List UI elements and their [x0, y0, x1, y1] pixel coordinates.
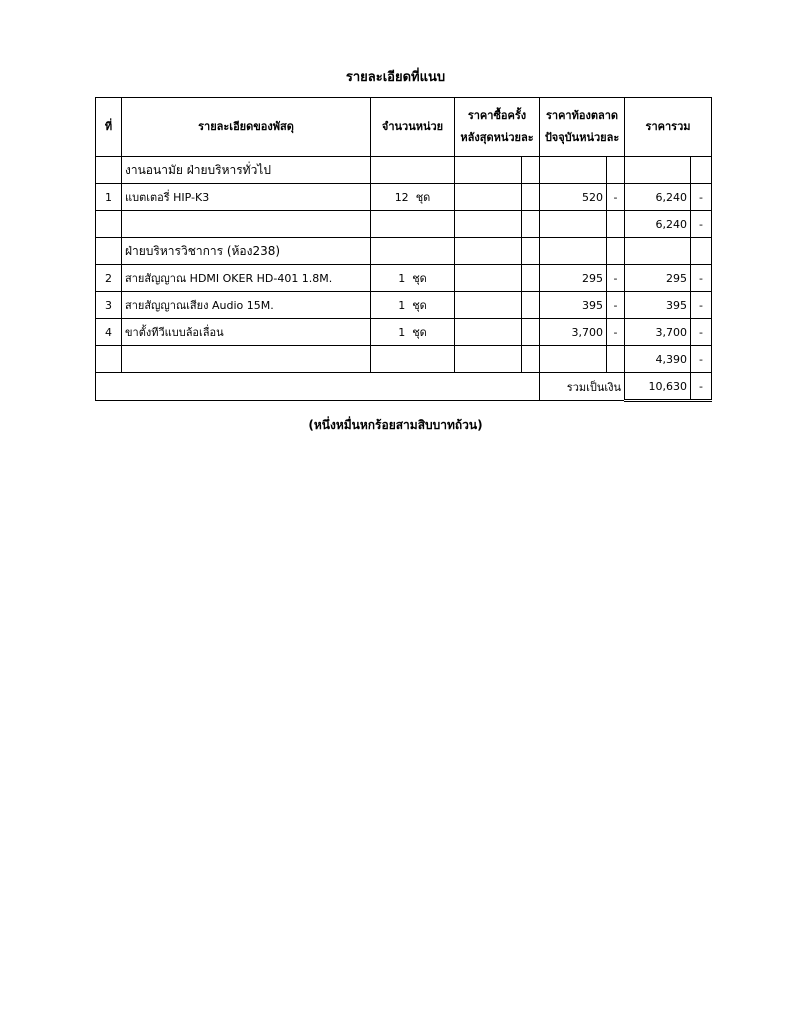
subtotal-value: 6,240 — [625, 211, 691, 238]
item-quantity: 1 ชุด — [371, 265, 455, 292]
item-total-satang: - — [691, 292, 712, 319]
item-description: สายสัญญาณเสียง Audio 15M. — [122, 292, 371, 319]
item-price-satang: - — [607, 265, 625, 292]
item-total-satang: - — [691, 184, 712, 211]
item-no: 4 — [96, 319, 122, 346]
table-row — [96, 184, 712, 211]
item-total: 6,240 — [625, 184, 691, 211]
item-price-satang: - — [607, 184, 625, 211]
item-description: ขาตั้งทีวีแบบล้อเลื่อน — [122, 319, 371, 346]
item-total: 3,700 — [625, 319, 691, 346]
subtotal-row — [96, 211, 712, 238]
item-no: 3 — [96, 292, 122, 319]
table-row — [96, 292, 712, 319]
grand-total-label: รวมเป็นเงิน — [540, 373, 625, 401]
grand-total-satang: - — [691, 373, 712, 401]
section-name: งานอนามัย ฝ่ายบริหารทั่วไป — [122, 157, 371, 184]
item-no: 1 — [96, 184, 122, 211]
grand-total-value: 10,630 — [625, 373, 691, 401]
item-total-satang: - — [691, 319, 712, 346]
item-price: 3,700 — [540, 319, 607, 346]
header-market-price-line1: ราคาท้องตลาด — [545, 109, 619, 122]
item-no: 2 — [96, 265, 122, 292]
table-row — [96, 265, 712, 292]
header-market-price — [540, 98, 625, 157]
item-description: แบตเตอรี่ HIP-K3 — [122, 184, 371, 211]
header-last-price-line1: ราคาซื้อครั้ง — [467, 109, 527, 122]
document-title: รายละเอียดที่แนบ — [345, 70, 446, 85]
item-price-satang: - — [607, 319, 625, 346]
item-total: 395 — [625, 292, 691, 319]
header-quantity: จำนวนหน่วย — [371, 98, 455, 157]
item-quantity: 1 ชุด — [371, 292, 455, 319]
item-quantity: 12 ชุด — [371, 184, 455, 211]
header-last-price — [455, 98, 540, 157]
section-name: ฝ่ายบริหารวิชาการ (ห้อง238) — [122, 238, 371, 265]
item-quantity: 1 ชุด — [371, 319, 455, 346]
item-price: 395 — [540, 292, 607, 319]
subtotal-value: 4,390 — [625, 346, 691, 373]
header-no: ที่ — [96, 98, 122, 157]
item-price: 520 — [540, 184, 607, 211]
subtotal-row — [96, 346, 712, 373]
header-last-price-line2: หลังสุดหน่วยละ — [460, 131, 534, 144]
header-description: รายละเอียดของพัสดุ — [122, 98, 371, 157]
item-total-satang: - — [691, 265, 712, 292]
table-header-row — [96, 98, 712, 157]
section-row — [96, 157, 712, 184]
header-total: ราคารวม — [625, 98, 712, 157]
subtotal-satang: - — [691, 346, 712, 373]
table-row — [96, 319, 712, 346]
amount-in-words: (หนึ่งหมื่นหกร้อยสามสิบบาทถ้วน) — [308, 418, 483, 432]
item-price: 295 — [540, 265, 607, 292]
item-total: 295 — [625, 265, 691, 292]
item-price-satang: - — [607, 292, 625, 319]
subtotal-satang: - — [691, 211, 712, 238]
section-row — [96, 238, 712, 265]
items-table — [95, 97, 712, 402]
header-market-price-line2: ปัจจุบันหน่วยละ — [544, 131, 620, 144]
grand-total-row — [96, 373, 712, 401]
item-description: สายสัญญาณ HDMI OKER HD-401 1.8M. — [122, 265, 371, 292]
